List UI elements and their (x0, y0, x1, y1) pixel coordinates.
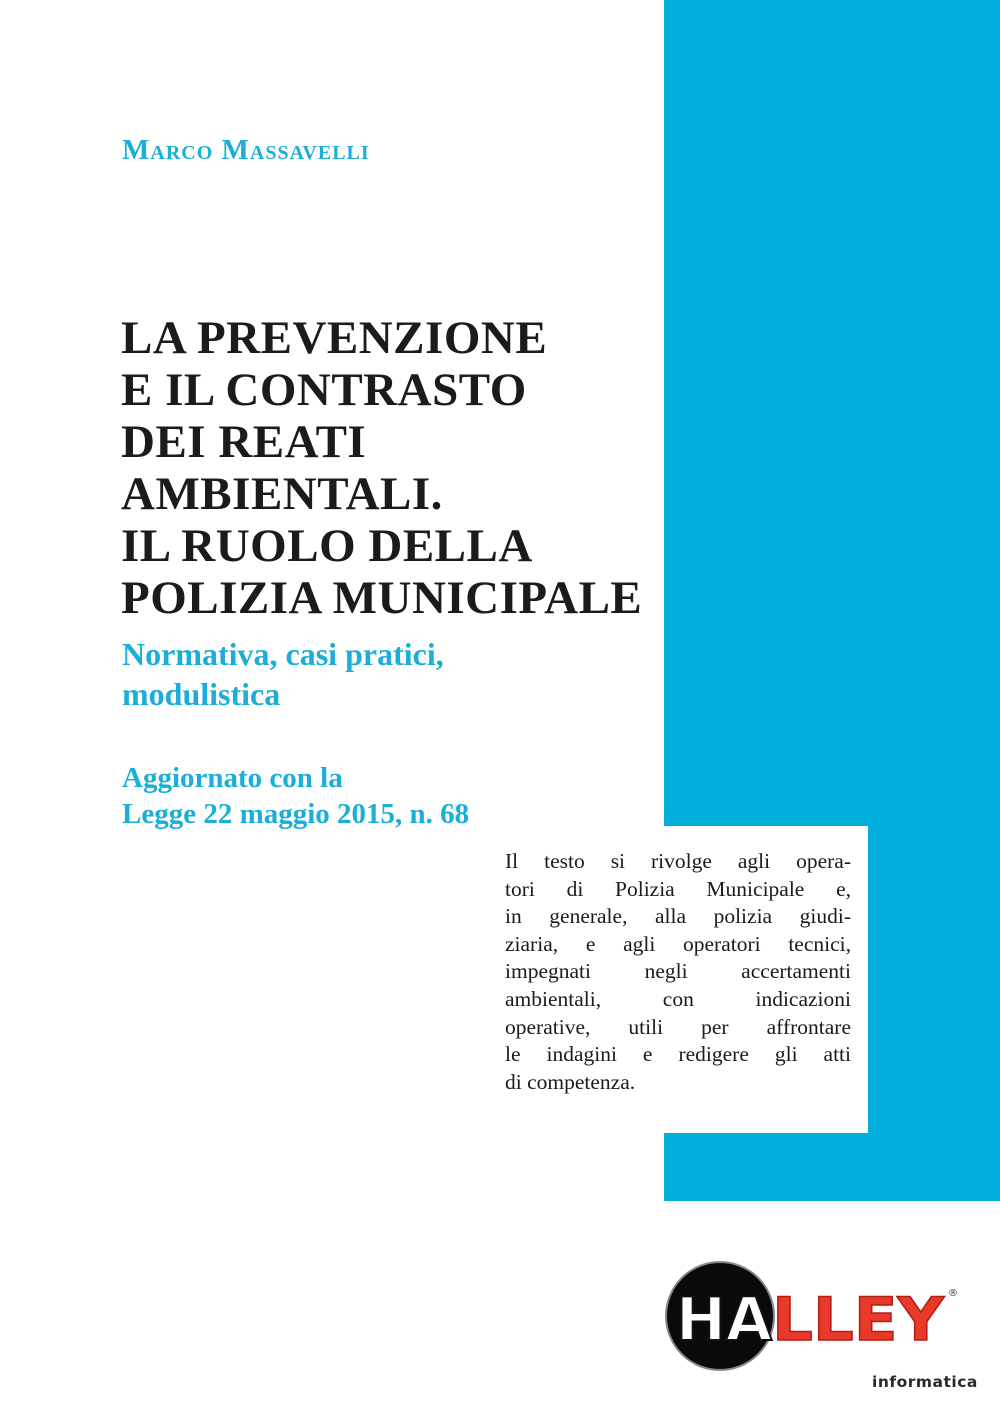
edition-line: Aggiornato con la (122, 762, 343, 794)
blurb-line: Il testo si rivolge agli opera- (505, 849, 851, 873)
author-name: Marco Massavelli (122, 134, 370, 166)
book-subtitle (122, 634, 444, 714)
logo-ha-text: HA (676, 1285, 773, 1355)
book-title (121, 312, 642, 624)
blurb-line: in generale, alla polizia giudi- (505, 904, 851, 929)
title-line: IL RUOLO DELLA (121, 520, 533, 572)
title-line: AMBIENTALI. (121, 468, 443, 520)
blurb-line: le indagini e redigere gli atti (505, 1042, 851, 1067)
blurb-line: ziaria, e agli operatori tecnici, (505, 931, 851, 956)
title-line: DEI REATI (121, 416, 367, 468)
edition-line: Legge 22 maggio 2015, n. 68 (122, 798, 470, 830)
blurb-line: di competenza. (505, 1069, 636, 1094)
registered-mark: ® (948, 1288, 958, 1299)
subtitle-line: modulistica (122, 676, 281, 712)
blurb-line: operative, utili per affrontare (505, 1014, 851, 1039)
title-line: E IL CONTRASTO (121, 364, 527, 416)
blurb-line: impegnati negli accertamenti (505, 959, 851, 984)
title-line: LA PREVENZIONE (121, 312, 548, 364)
blurb-line: ambientali, con indicazioni (505, 986, 851, 1011)
logo-tagline: informatica (872, 1373, 978, 1391)
subtitle-line: Normativa, casi pratici, (122, 636, 444, 672)
blurb-line: tori di Polizia Municipale e, (505, 876, 851, 901)
logo-lley-text: LLEY (772, 1285, 946, 1355)
book-blurb (505, 848, 851, 1096)
title-line: POLIZIA MUNICIPALE (121, 572, 643, 624)
edition-note (122, 760, 469, 832)
